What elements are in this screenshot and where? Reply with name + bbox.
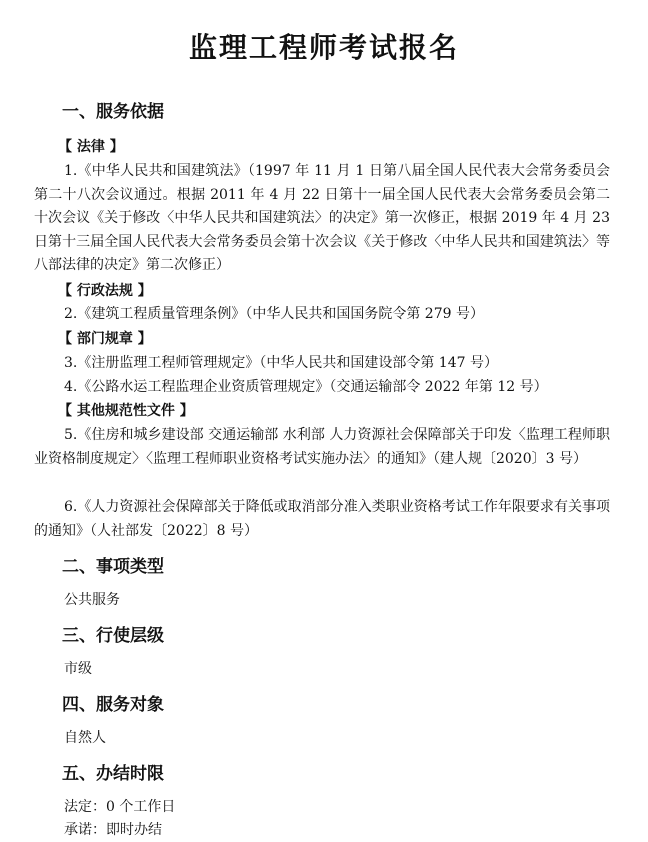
section-heading-basis: 一、服务依据 bbox=[62, 102, 164, 122]
time-legal-value: 法定：0 个工作日 bbox=[64, 799, 176, 815]
basis-item-2: 2.《建筑工程质量管理条例》（中华人民共和国国务院令第 279 号） bbox=[64, 306, 484, 322]
page-title: 监理工程师考试报名 bbox=[188, 31, 459, 64]
category-admin-regulation: 【 行政法规 】 bbox=[58, 283, 152, 299]
section-heading-target: 四、服务对象 bbox=[62, 695, 164, 715]
target-value: 自然人 bbox=[64, 730, 106, 746]
section-heading-time: 五、办结时限 bbox=[62, 764, 164, 784]
category-dept-rules: 【 部门规章 】 bbox=[58, 331, 152, 347]
type-value: 公共服务 bbox=[64, 592, 120, 608]
section-heading-level: 三、行使层级 bbox=[62, 626, 164, 646]
basis-item-3: 3.《注册监理工程师管理规定》（中华人民共和国建设部令第 147 号） bbox=[64, 355, 498, 371]
basis-item-1: 1.《中华人民共和国建筑法》（1997 年 11 月 1 日第八届全国人民代表大会常务委员会第二十八次会议通过。根据 2011 年 4 月 22 日第十一届全国人民代表大会常务委员会第二十次会议《关于修改〈中华人民共和国建筑法〉的决定》第一次修正，根据 2019 年 4 月 23 日第十三届全国人民代表大会常务委员会第十次会议《关于修改〈中华人民共和国建筑法〉等八部法律的决定》第二次修正） bbox=[34, 163, 610, 273]
category-other-documents: 【 其他规范性文件 】 bbox=[58, 403, 194, 419]
section-heading-type: 二、事项类型 bbox=[62, 557, 164, 577]
basis-item-4: 4.《公路水运工程监理企业资质管理规定》（交通运输部令 2022 年第 12 号） bbox=[64, 379, 548, 395]
basis-item-5: 5.《住房和城乡建设部 交通运输部 水利部 人力资源社会保障部关于印发〈监理工程师职业资格制度规定〉〈监理工程师职业资格考试实施办法〉的通知》（建人规〔2020〕3 号） bbox=[34, 427, 610, 467]
basis-item-6: 6.《人力资源社会保障部关于降低或取消部分准入类职业资格考试工作年限要求有关事项的通知》（人社部发〔2022〕8 号） bbox=[34, 499, 610, 539]
level-value: 市级 bbox=[64, 661, 92, 677]
category-law: 【 法律 】 bbox=[58, 139, 124, 155]
time-promise-value: 承诺：即时办结 bbox=[64, 822, 162, 838]
